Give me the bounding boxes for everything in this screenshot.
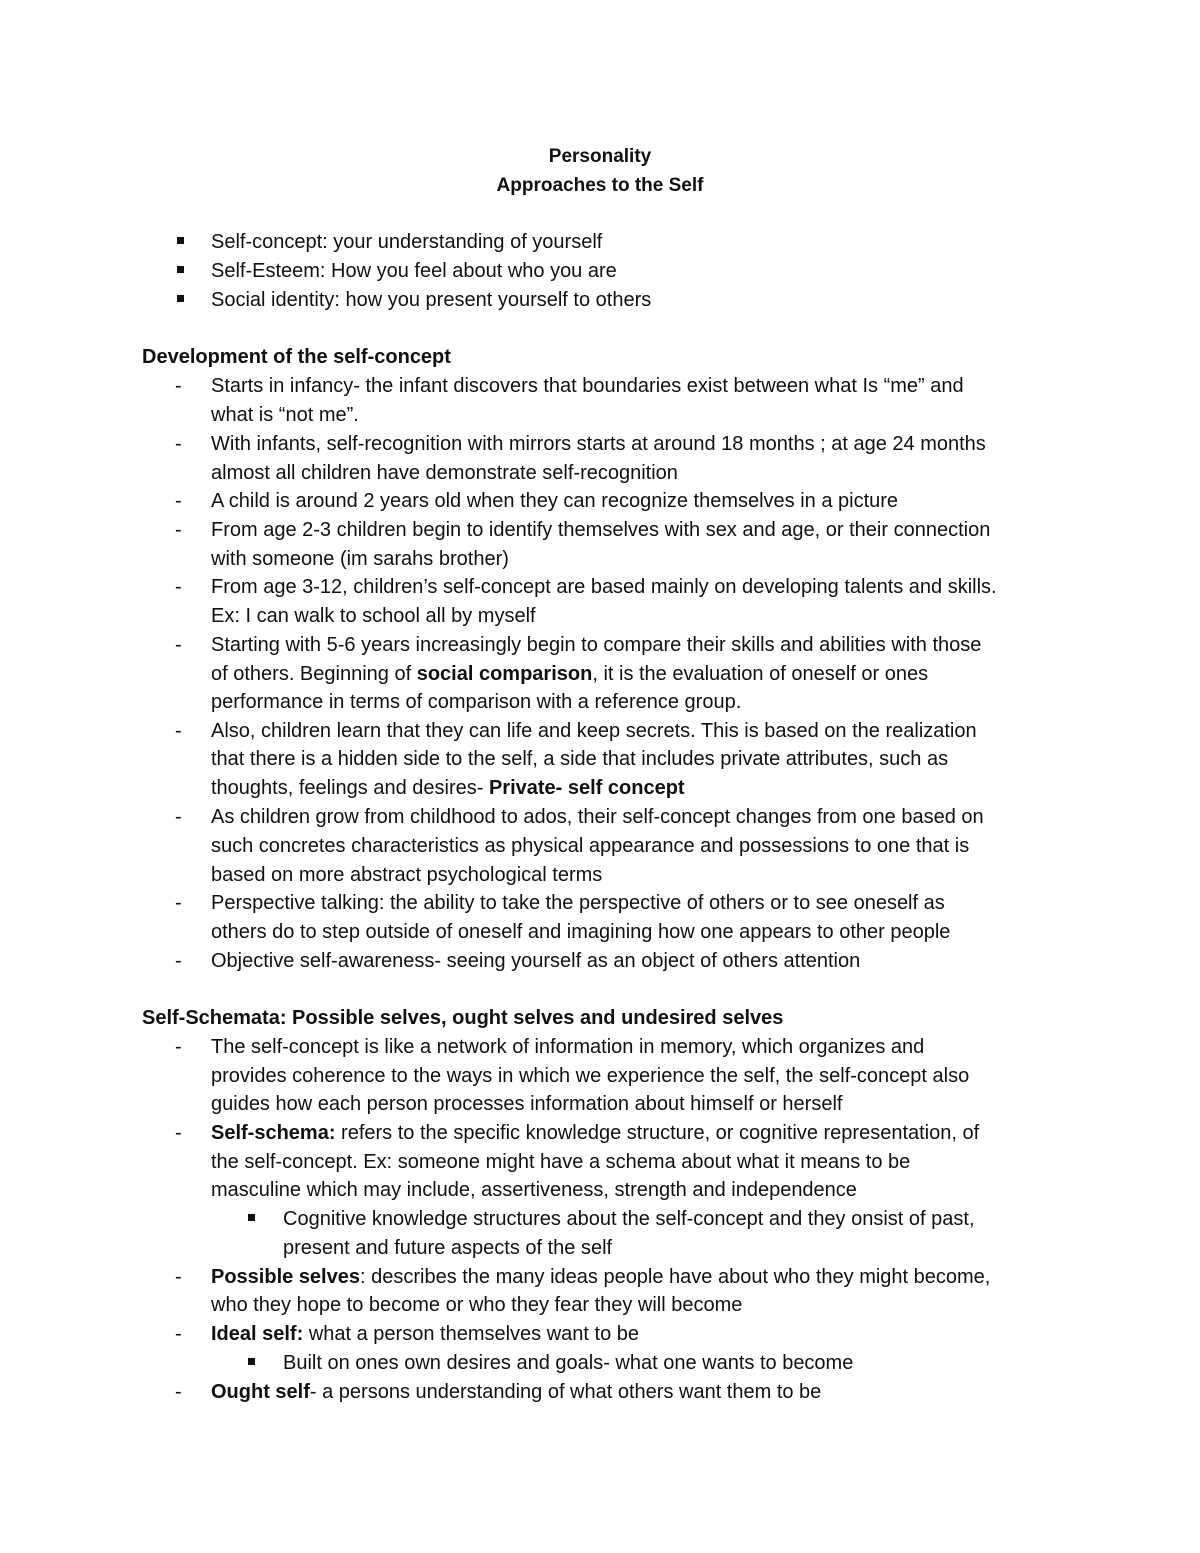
dash-marker: -: [175, 1036, 182, 1058]
square-bullet-icon: [177, 295, 184, 302]
list-item-line: Perspective talking: the ability to take the perspective of others or to see oneself as: [211, 892, 945, 914]
section-heading-development: Development of the self-concept: [142, 346, 451, 368]
list-item-line: performance in terms of comparison with a reference group.: [211, 691, 742, 713]
dash-marker: -: [175, 950, 182, 972]
term-private-self-concept: Private- self concept: [488, 777, 685, 799]
dash-marker: -: [175, 1323, 182, 1345]
sub-bullet-line: present and future aspects of the self: [283, 1237, 613, 1259]
list-item-line: The self-concept is like a network of information in memory, which organizes and: [211, 1036, 925, 1058]
sub-bullet-line: Cognitive knowledge structures about the self-concept and they onsist of past,: [283, 1208, 975, 1230]
list-item-line: Ex: I can walk to school all by myself: [211, 605, 536, 627]
term-ideal-self: Ideal self:: [211, 1323, 304, 1345]
list-item-text: refers to the specific knowledge structure, or cognitive representation, of: [335, 1122, 980, 1144]
list-item-line: masculine which may include, assertiveness, strength and independence: [211, 1179, 857, 1201]
list-item-line: provides coherence to the ways in which we experience the self, the self-concept also: [211, 1065, 970, 1087]
sub-bullet-line: Built on ones own desires and goals- what one wants to become: [283, 1352, 854, 1374]
list-item-text: of others. Beginning of: [211, 663, 417, 685]
section-heading-self-schemata: Self-Schemata: Possible selves, ought selves and undesired selves: [142, 1007, 784, 1029]
dash-marker: -: [175, 375, 182, 397]
list-item-line: with someone (im sarahs brother): [211, 548, 509, 570]
list-item-line: such concretes characteristics as physical appearance and possessions to one that is: [211, 835, 970, 857]
list-item-line: others do to step outside of oneself and imagining how one appears to other people: [211, 921, 951, 943]
dash-marker: -: [175, 720, 182, 742]
dash-marker: -: [175, 1381, 182, 1403]
dash-marker: -: [175, 892, 182, 914]
list-item-line: Starting with 5-6 years increasingly begin to compare their skills and abilities with those: [211, 634, 982, 656]
list-item-line: From age 3-12, children’s self-concept are based mainly on developing talents and skills.: [211, 576, 997, 598]
term-possible-selves: Possible selves: [211, 1266, 360, 1288]
list-item-line: From age 2-3 children begin to identify themselves with sex and age, or their connection: [211, 519, 991, 541]
dash-marker: -: [175, 634, 182, 656]
list-item-line: what is “not me”.: [211, 404, 359, 426]
list-item-line: With infants, self-recognition with mirrors starts at around 18 months ; at age 24 months: [211, 433, 986, 455]
term-ought-self: Ought self: [211, 1381, 310, 1403]
document-title: Personality: [548, 146, 652, 167]
square-bullet-icon: [248, 1358, 255, 1365]
term-social-comparison: social comparison: [416, 663, 593, 685]
list-item-text: thoughts, feelings and desires-: [211, 777, 489, 799]
list-item-text: : describes the many ideas people have about who they might become,: [359, 1266, 991, 1288]
list-item-text: - a persons understanding of what others want them to be: [309, 1381, 822, 1403]
list-item-text: what a person themselves want to be: [303, 1323, 640, 1345]
square-bullet-icon: [177, 237, 184, 244]
dash-marker: -: [175, 1266, 182, 1288]
dash-marker: -: [175, 433, 182, 455]
dash-marker: -: [175, 490, 182, 512]
list-item-line: that there is a hidden side to the self, a side that includes private attributes, such as: [211, 748, 949, 770]
list-item-line: Also, children learn that they can life and keep secrets. This is based on the realization: [211, 720, 977, 742]
list-item-line: who they hope to become or who they fear they will become: [211, 1294, 743, 1316]
square-bullet-icon: [248, 1214, 255, 1221]
intro-bullet: Self-concept: your understanding of yourself: [211, 231, 603, 253]
list-item-line: guides how each person processes information about himself or herself: [211, 1093, 843, 1115]
list-item-line: [211, 660, 928, 689]
list-item-line: A child is around 2 years old when they can recognize themselves in a picture: [211, 490, 899, 512]
dash-marker: -: [175, 806, 182, 828]
list-item-line: almost all children have demonstrate self-recognition: [211, 462, 678, 484]
intro-bullet: Self-Esteem: How you feel about who you are: [211, 260, 617, 282]
document-subtitle: Approaches to the Self: [496, 175, 704, 196]
list-item-line: [211, 1119, 979, 1148]
list-item-line: [211, 1378, 821, 1407]
list-item-line: Starts in infancy- the infant discovers that boundaries exist between what Is “me” and: [211, 375, 964, 397]
dash-marker: -: [175, 519, 182, 541]
dash-marker: -: [175, 576, 182, 598]
dash-marker: -: [175, 1122, 182, 1144]
list-item-text: , it is the evaluation of oneself or ones: [592, 663, 929, 685]
list-item-line: As children grow from childhood to ados, their self-concept changes from one based on: [211, 806, 984, 828]
list-item-line: [211, 1320, 639, 1349]
list-item-line: the self-concept. Ex: someone might have a schema about what it means to be: [211, 1151, 911, 1173]
square-bullet-icon: [177, 266, 184, 273]
list-item-line: based on more abstract psychological terms: [211, 864, 603, 886]
list-item-line: [211, 1263, 990, 1292]
term-self-schema: Self-schema:: [211, 1122, 336, 1144]
list-item-line: Objective self-awareness- seeing yourself as an object of others attention: [211, 950, 861, 972]
intro-bullet: Social identity: how you present yourself to others: [211, 289, 652, 311]
list-item-line: [211, 774, 685, 803]
